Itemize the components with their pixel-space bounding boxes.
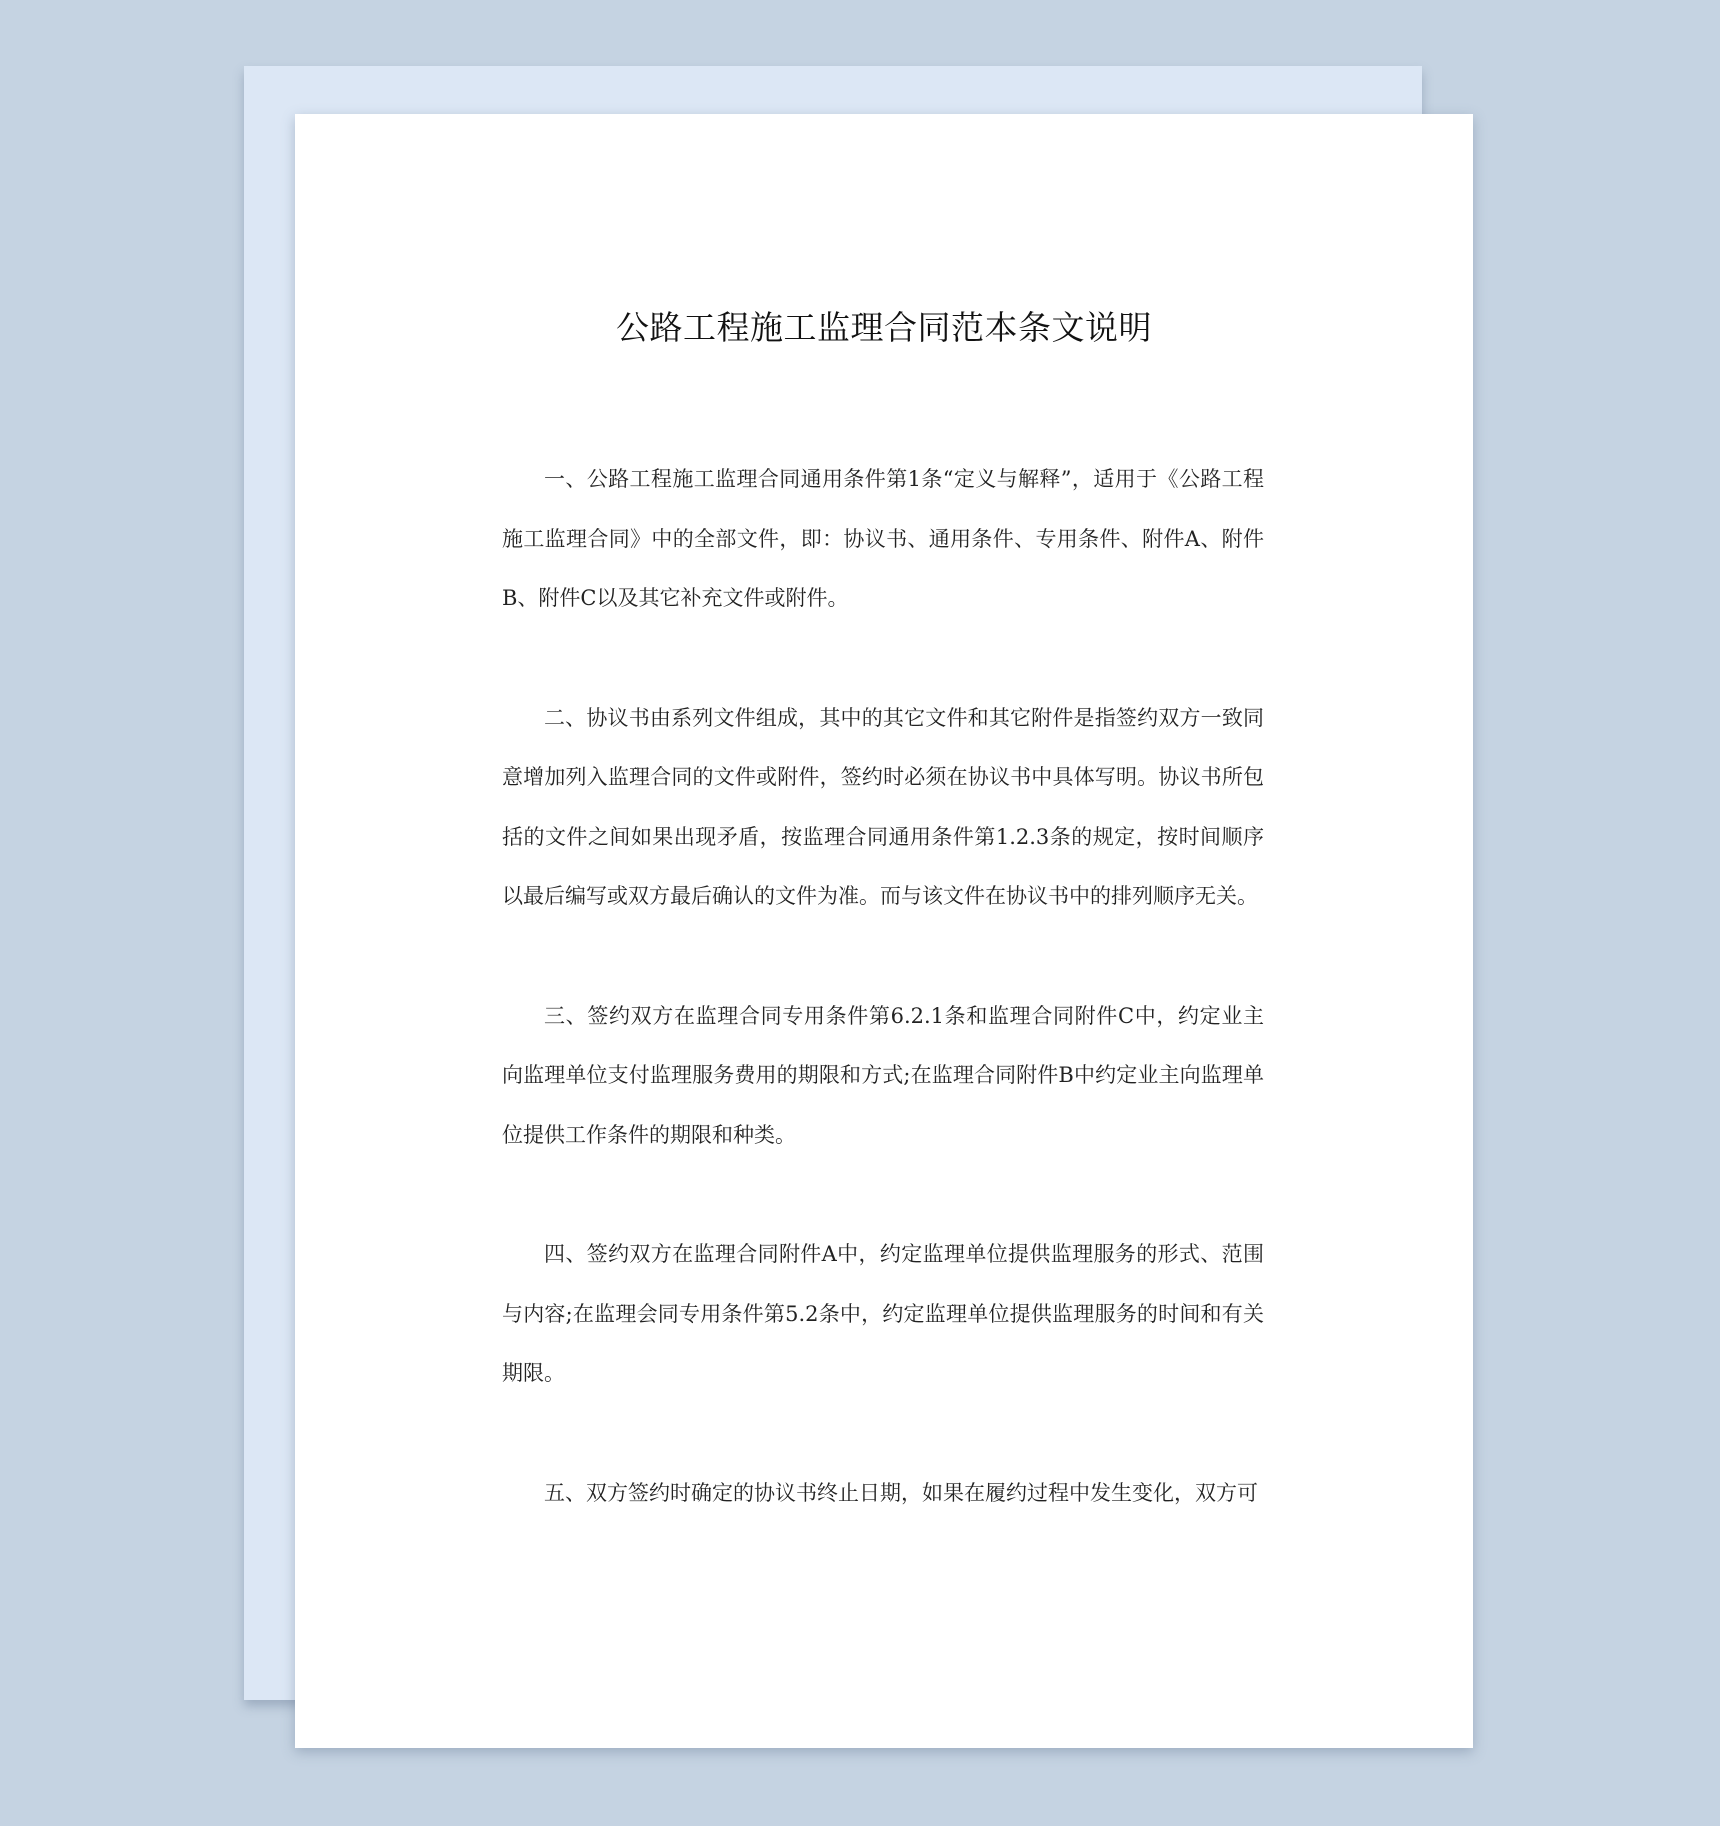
paragraph-2: 二、协议书由系列文件组成，其中的其它文件和其它附件是指签约双方一致同意增加列入监理合同的文件或附件，签约时必须在协议书中具体写明。协议书所包括的文件之间如果出现矛盾，按监理合同通用条件第1.2.3条的规定，按时间顺序以最后编写或双方最后确认的文件为准。而与该文件在协议书中的排列顺序无关。 <box>502 705 1264 908</box>
paragraph-5: 五、双方签约时确定的协议书终止日期，如果在履约过程中发生变化，双方可 <box>544 1480 1258 1505</box>
paragraph-1: 一、公路工程施工监理合同通用条件第1条“定义与解释”，适用于《公路工程施工监理合同》中的全部文件，即：协议书、通用条件、专用条件、附件A、附件B、附件C以及其它补充文件或附件。 <box>502 467 1264 610</box>
document-page <box>295 114 1473 1748</box>
paragraph-4: 四、签约双方在监理合同附件A中，约定监理单位提供监理服务的形式、范围与内容;在监理会同专用条件第5.2条中，约定监理单位提供监理服务的时间和有关期限。 <box>502 1242 1264 1385</box>
paragraph-3: 三、签约双方在监理合同专用条件第6.2.1条和监理合同附件C中，约定业主向监理单位支付监理服务费用的期限和方式;在监理合同附件B中约定业主向监理单位提供工作条件的期限和种类。 <box>502 1003 1264 1147</box>
document-body <box>502 450 1264 1583</box>
document-title: 公路工程施工监理合同范本条文说明 <box>616 308 1152 347</box>
